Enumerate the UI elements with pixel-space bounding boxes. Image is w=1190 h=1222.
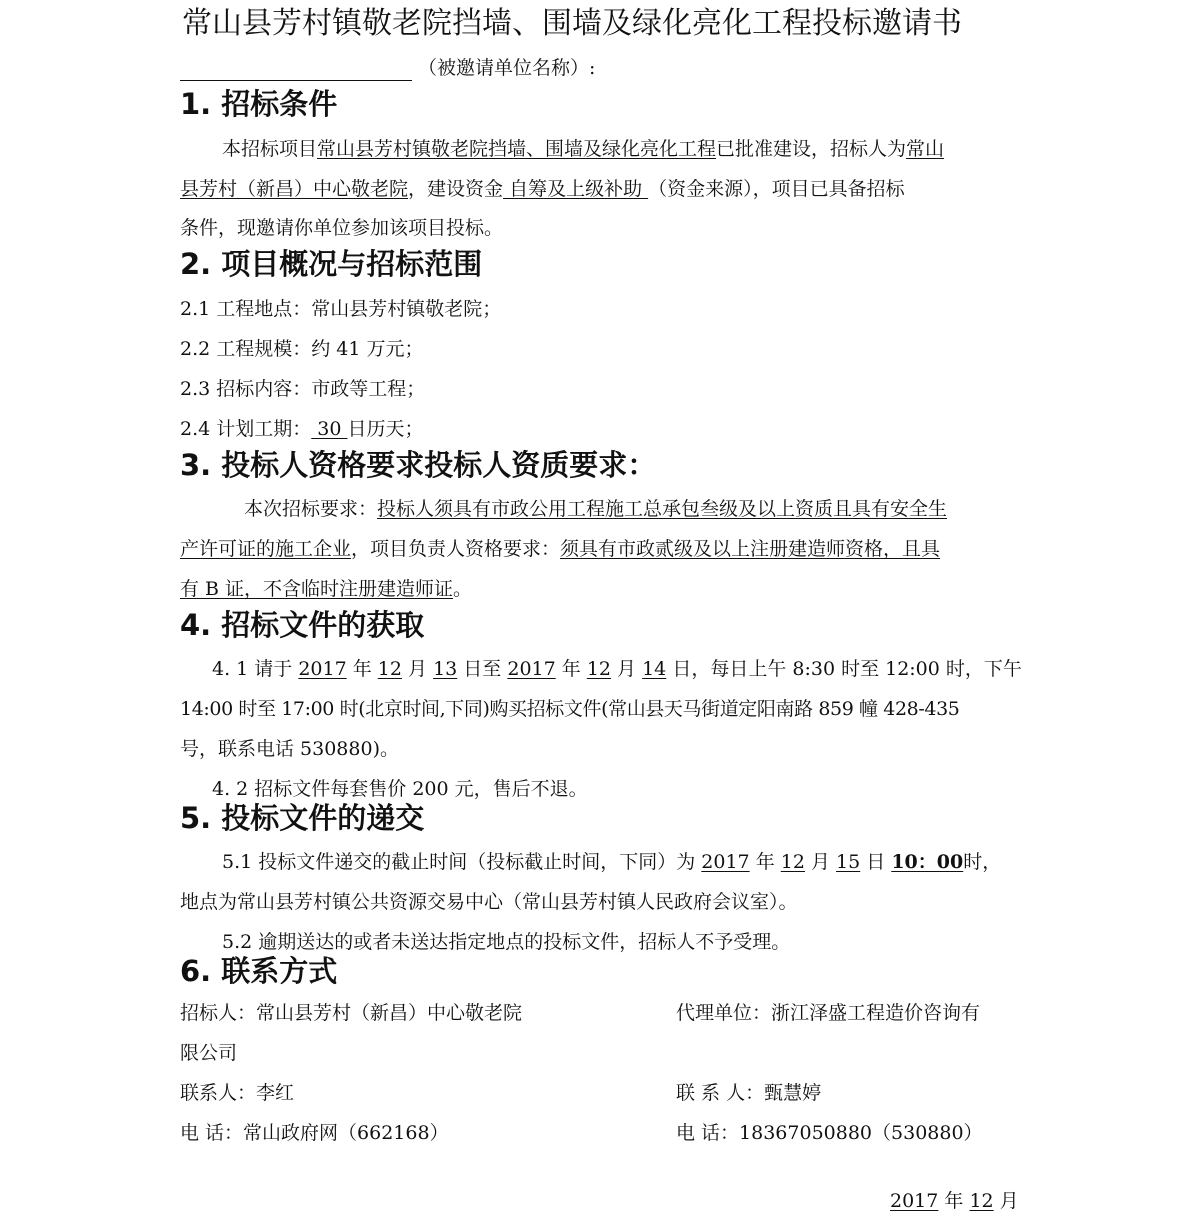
date-text: 月 (993, 1190, 1019, 1212)
s5-text: 时， (963, 851, 1002, 873)
s1-line-1 (222, 136, 944, 162)
section-5-heading: 5. 投标文件的递交 (180, 801, 425, 835)
tenderer-contact: 招标人：常山县芳村（新昌）中心敬老院 (180, 1002, 523, 1024)
end-year: 2017 (507, 658, 556, 680)
start-year: 2017 (298, 658, 347, 680)
tenderer-name: 常山 (906, 138, 945, 160)
s1-line-3: 条件，现邀请你单位参加该项目投标。 (180, 217, 504, 239)
s4-p1-line-1 (212, 656, 1022, 682)
manager-requirement: 须具有市政贰级及以上注册建造师资格，且具 (560, 538, 941, 560)
s2-item-location: 2.1 工程地点：常山县芳村镇敬老院； (180, 298, 502, 320)
issue-month: 12 (969, 1190, 994, 1212)
date-text: 年 (938, 1190, 970, 1212)
s2-item-scale: 2.2 工程规模：约 41 万元； (180, 338, 424, 360)
s4-text: 月 (611, 658, 643, 680)
tenderer-contact-person: 联系人：李红 (180, 1082, 295, 1104)
s4-p2: 4. 2 招标文件每套售价 200 元，售后不退。 (212, 778, 588, 800)
invitee-line (180, 55, 595, 81)
s2-text: 2.4 计划工期： (180, 418, 312, 440)
s5-text: 月 (804, 851, 837, 873)
tenderer-phone: 电 话：常山政府网（662168） (180, 1122, 449, 1144)
deadline-year: 2017 (701, 851, 750, 873)
start-day: 13 (433, 658, 458, 680)
qualification-requirement: 投标人须具有市政公用工程施工总承包叁级及以上资质且具有安全生 (377, 498, 948, 520)
s4-p1-line-2: 14:00 时至 17:00 时(北京时间,下同)购买招标文件(常山县天马街道定阳南路 859 幢 428-435 (180, 698, 960, 720)
s3-line-1 (244, 496, 947, 522)
s4-p1-line-3: 号，联系电话 530880)。 (180, 738, 399, 760)
section-2-heading: 2. 项目概况与招标范围 (180, 247, 483, 281)
s5-text: 日 (860, 851, 892, 873)
end-day: 14 (642, 658, 667, 680)
section-3-heading: 3. 投标人资格要求投标人资质要求： (180, 448, 657, 482)
section-1-heading: 1. 招标条件 (180, 87, 338, 121)
s1-line-2 (180, 176, 905, 202)
deadline-day: 15 (836, 851, 861, 873)
deadline-month: 12 (780, 851, 805, 873)
duration-days: 30 (311, 418, 348, 440)
s4-text: 日至 (457, 658, 508, 680)
s5-p1-line-2: 地点为常山县芳村镇公共资源交易中心（常山县芳村镇人民政府会议室）。 (180, 891, 798, 913)
s5-p1-line-1 (222, 849, 1001, 875)
invitee-label: （被邀请单位名称）: (418, 57, 596, 79)
s4-text: 日，每日上午 8:30 时至 12:00 时，下午 (666, 658, 1022, 680)
tenderer-name: 县芳村（新昌）中心敬老院 (180, 178, 409, 200)
s3-text: ，项目负责人资格要求： (351, 538, 561, 560)
invitee-blank (180, 60, 412, 81)
s2-item-duration (180, 416, 424, 442)
qualification-requirement: 产许可证的施工企业 (180, 538, 352, 560)
s4-text: 月 (401, 658, 434, 680)
s3-line-2 (180, 536, 940, 562)
s1-text: 已批准建设，招标人为 (716, 138, 907, 160)
s2-item-content: 2.3 招标内容：市政等工程； (180, 378, 426, 400)
s5-text: 5.1 投标文件递交的截止时间（投标截止时间，下同）为 (222, 851, 702, 873)
end-month: 12 (586, 658, 611, 680)
deadline-time: 10：00 (891, 851, 964, 873)
s4-text: 4. 1 请于 (212, 658, 299, 680)
agent-name-continued: 限公司 (180, 1042, 238, 1064)
fund-source: 自筹及上级补助 (503, 178, 649, 200)
agent-contact-person: 联 系 人：甄慧婷 (676, 1082, 822, 1104)
issue-year: 2017 (890, 1190, 939, 1212)
agent-phone: 电 话：18367050880（530880） (676, 1122, 983, 1144)
issue-date (890, 1188, 1019, 1214)
s2-text: 日历天； (347, 418, 424, 440)
s5-text: 年 (749, 851, 781, 873)
s4-text: 年 (555, 658, 587, 680)
agent-name: 代理单位：浙江泽盛工程造价咨询有 (676, 1002, 981, 1024)
manager-requirement: 有 B 证，不含临时注册建造师证 (180, 578, 454, 600)
s3-text: 。 (453, 578, 473, 600)
section-4-heading: 4. 招标文件的获取 (180, 608, 425, 642)
s1-text: （资金来源），项目已具备招标 (648, 178, 905, 200)
s3-line-3 (180, 576, 472, 602)
project-name: 常山县芳村镇敬老院挡墙、围墙及绿化亮化工程 (317, 138, 717, 160)
s4-text: 年 (346, 658, 378, 680)
s1-text: 本招标项目 (222, 138, 318, 160)
s5-p2: 5.2 逾期送达的或者未送达指定地点的投标文件，招标人不予受理。 (222, 931, 791, 953)
s3-text: 本次招标要求： (244, 498, 378, 520)
section-6-heading: 6. 联系方式 (180, 954, 338, 988)
s1-text: ，建设资金 (408, 178, 504, 200)
start-month: 12 (377, 658, 402, 680)
page-title: 常山县芳村镇敬老院挡墙、围墙及绿化亮化工程投标邀请书 (182, 6, 962, 41)
